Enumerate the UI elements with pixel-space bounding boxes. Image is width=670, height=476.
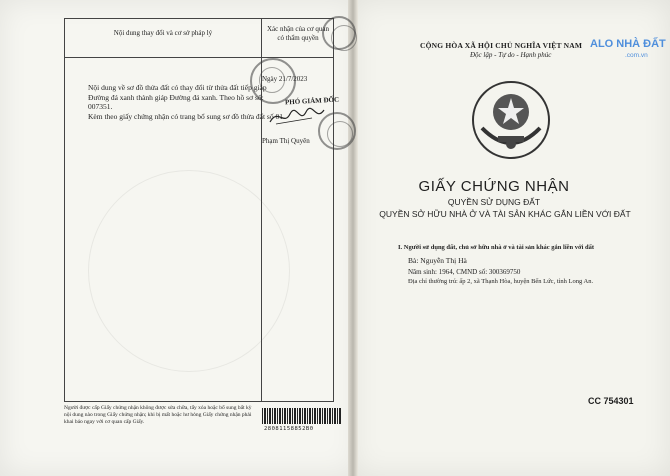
barcode-number: 28081158852B0 bbox=[264, 426, 314, 432]
nation-heading: CỘNG HÒA XÃ HỘI CHỦ NGHĨA VIỆT NAM bbox=[420, 41, 583, 50]
section-heading: I. Người sử dụng đất, chủ sở hữu nhà ở và tài sản khác gắn liền với đất bbox=[398, 244, 595, 251]
signer-name: Phạm Thị Quyên bbox=[262, 137, 310, 145]
owner-address: Địa chỉ thường trú: ấp 2, xã Thạnh Hòa, huyện Bến Lức, tỉnh Long An. bbox=[408, 278, 594, 285]
certificate-subtitle-1: QUYỀN SỬ DỤNG ĐẤT bbox=[447, 197, 541, 207]
owner-name: Bà: Nguyễn Thị Hà bbox=[408, 256, 467, 265]
table-header-divider bbox=[65, 57, 333, 58]
confirm-date: Ngày 21/7/2023 bbox=[262, 75, 308, 83]
site-logo-sub: .com.vn bbox=[625, 52, 648, 59]
footer-note: Người được cấp Giấy chứng nhận không được sửa chữa, tẩy xóa hoặc bổ sung bất kỳ nội dung nào trong Giấy chứng nhận; khi bị mất hoặc hư hỏng Giấy chứng nhận phải khai báo ngay với cơ quan cấp Giấy. bbox=[64, 405, 252, 425]
confirm-title: PHÓ GIÁM ĐỐC bbox=[284, 95, 340, 107]
owner-birth-id: Năm sinh: 1964, CMND số: 300369750 bbox=[408, 268, 521, 276]
attachment-note: Kèm theo giấy chứng nhận có trang bổ sung sơ đồ thửa đất số 01. bbox=[88, 111, 285, 121]
official-seal-icon bbox=[318, 112, 356, 150]
official-seal-icon bbox=[322, 16, 356, 50]
page-fold bbox=[348, 0, 358, 476]
certificate-subtitle-2: QUYỀN SỞ HỮU NHÀ Ở VÀ TÀI SẢN KHÁC GẮN LIỀN VỚI ĐẤT bbox=[379, 209, 631, 219]
motto: Độc lập - Tự do - Hạnh phúc bbox=[470, 51, 552, 59]
certificate-serial: CC 754301 bbox=[588, 396, 634, 406]
official-seal-icon bbox=[250, 58, 296, 104]
barcode-icon bbox=[262, 408, 342, 424]
table-header-left: Nội dung thay đổi và cơ sở pháp lý bbox=[113, 29, 213, 37]
site-logo: ALO NHÀ ĐẤT bbox=[590, 38, 666, 50]
change-content-text: Nội dung về sơ đồ thửa đất có thay đổi từ thửa đất tiếp giáp Đường đá xanh thành giáp Đường đá xanh. Theo hồ sơ số: 007351. bbox=[88, 83, 267, 111]
signature-icon bbox=[266, 104, 326, 130]
national-emblem-icon bbox=[470, 78, 552, 162]
certificate-title: GIẤY CHỨNG NHẬN bbox=[418, 178, 570, 195]
table-header-right: Xác nhận của cơ quan có thẩm quyền bbox=[266, 25, 329, 42]
